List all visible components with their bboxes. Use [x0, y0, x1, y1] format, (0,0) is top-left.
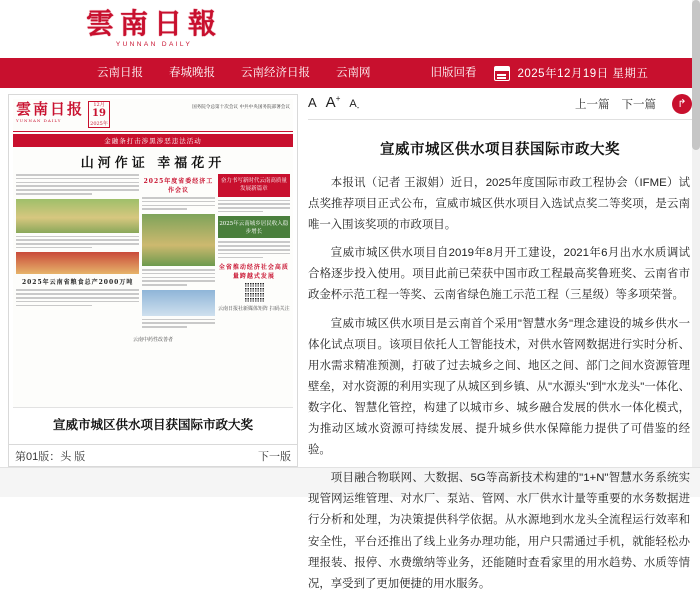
font-size-controls [308, 94, 359, 112]
nav-item-chuncheng-evening[interactable]: 春城晚报 [169, 67, 215, 79]
paper-text-block [142, 319, 214, 328]
font-size-decrease-label: A [349, 98, 357, 111]
paper-text-block [16, 236, 139, 249]
page-scrollbar-thumb[interactable] [692, 0, 700, 150]
paper-photo-landscape [16, 199, 139, 233]
paper-text-block [16, 289, 139, 306]
paper-bottom-caption: 云南日报社新媒体矩阵 扫码关注 [218, 306, 290, 313]
paper-logo-en: YUNNAN DAILY [16, 117, 62, 123]
paper-date-year: 2025年 [90, 120, 108, 127]
prev-article-link[interactable]: 上一篇 [575, 98, 610, 111]
paper-overlay-headline[interactable]: 宣威市城区供水项目获国际市政大奖 [13, 407, 293, 440]
page-scrollbar[interactable] [692, 0, 700, 467]
share-arrow-icon[interactable]: ↱ [672, 94, 692, 114]
paper-mid-caption: 云南中药性改善者 [132, 336, 173, 343]
paper-head-note: 国务院令总第十次会议 中共中央国务院部署会议 [192, 105, 290, 110]
article-nav [575, 94, 692, 114]
calendar-icon[interactable] [494, 66, 510, 81]
font-size-small-button[interactable]: A [308, 95, 317, 111]
article-toolbar [308, 94, 692, 120]
paper-photo-field [142, 214, 214, 266]
main-navbar [0, 58, 700, 88]
paper-column-1 [16, 174, 139, 332]
next-article-link[interactable]: 下一篇 [621, 98, 656, 111]
paper-photo-sky [142, 290, 214, 316]
paper-logo-cn: 雲南日报 [16, 100, 85, 118]
paper-column-3 [218, 174, 290, 332]
article-paragraph: 宣威市城区供水项目是云南首个采用"智慧水务"理念建设的城乡供水一体化试点项目。该项目依托人工智能技术，对供水管网数据进行实时分析、用水需求精准预测，打破了过去城乡之间、地区之间、部门之间水资源管理壁垒，对水资源的利用实现了从城区到乡镇、从"水源头"到"水龙头"一体化、数字化、智慧化管控，构建了以城市乡、城乡融合发展的供水一体化模式，为推动区域水资源可持续发展、提升城乡供水保障能力提供了可借鉴的经验。 [308, 317, 690, 457]
article-paragraph: 项目融合物联网、大数据、5G等高新技术构建的"1+N"智慧水务系统实现管网运维管理、对水厂、泵站、管网、水厂供水计量等重要的水务数据进行分析和处理，为决策提供科学依据。从水源地到水龙头全流程运行效率和安全性，平台还推出了线上业务办理功能，用户只需通过手机，就能轻松办理报装、报停、水费缴纳等业务，还能随时查看家里的用水趋势、水质等情况，享受到了更加便捷的用水服务。 [308, 472, 690, 590]
content-area [0, 88, 700, 590]
nav-item-yunnan-daily[interactable]: 云南日报 [97, 67, 143, 79]
font-size-increase-label: A [325, 94, 336, 112]
nav-item-yunnan-net[interactable]: 云南网 [336, 67, 371, 79]
paper-main-headline: 山河作证 幸福花开 [80, 156, 226, 171]
article-column [298, 94, 692, 590]
font-size-decrease-button[interactable] [349, 98, 359, 112]
site-logo-en: YUNNAN DAILY [115, 40, 193, 48]
article-title: 宣威市城区供水项目获国际市政大奖 [380, 142, 620, 158]
paper-page-image[interactable] [13, 99, 293, 440]
paper-preview-column [8, 94, 298, 467]
paper-date-month: 12月 [93, 102, 105, 108]
paper-column-2 [142, 174, 214, 332]
article-paragraph: 本报讯（记者 王淑娟）近日，2025年度国际市政工程协会（IFME）试点奖推荐项目正式公布，宣威市城区供水项目入选试点奖二等奖项，是云南唯一入围该奖项的市政项目。 [308, 177, 690, 232]
paper-footer-bar [8, 445, 298, 467]
next-page-link[interactable]: 下一版 [258, 450, 291, 463]
paper-datebox [88, 101, 110, 128]
paper-col1-sub: 2025年度省委经济工作会议 [143, 178, 214, 194]
site-logo-cn: 雲南日報 [86, 7, 223, 41]
paper-header [13, 99, 293, 132]
font-size-increase-button[interactable] [326, 94, 341, 111]
paper-col3-red: 全省推动经济社会高质量跨越式发展 [218, 264, 289, 281]
masthead [0, 0, 700, 58]
paper-col2-block: 奋力书写新时代云南高质量发展新篇章 [218, 174, 290, 197]
paper-page-label: 第01版：头 版 [15, 450, 86, 463]
paper-col3-green: 2025年云南城乡居民收入稳步增长 [218, 216, 290, 238]
paper-photo-banner [16, 252, 139, 274]
paper-text-block [218, 200, 290, 213]
article-body [308, 173, 692, 602]
article-paragraph: 宣威市城区供水项目自2019年8月开工建设，2021年6月出水水质调试合格逐步投入使用。项目此前已荣获中国市政工程最高奖鲁班奖、云南省市政金杯示范工程一等奖、云南省绿色施工示范工程（三星级）等多项荣誉。 [308, 247, 690, 302]
nav-item-yunnan-economic-daily[interactable]: 云南经济日报 [241, 67, 310, 79]
paper-text-block [142, 197, 214, 210]
paper-columns [13, 174, 293, 332]
nav-item-old-version[interactable]: 旧版回看 [430, 67, 477, 79]
qr-code-icon [244, 283, 264, 303]
nav-date-label: 2025年12月19日 星期五 [517, 68, 649, 80]
paper-text-block [142, 269, 214, 286]
font-size-decrease-sub: - [356, 103, 360, 113]
paper-text-block [218, 241, 290, 258]
paper-red-banner: 金融条打击涉黑涉恶违法活动 [13, 134, 293, 147]
site-logo[interactable] [86, 9, 222, 47]
paper-date-day: 19 [92, 108, 106, 120]
paper-text-block [16, 174, 139, 195]
font-size-increase-sup: + [335, 94, 341, 104]
paper-banner-text: 2025年云南省粮食总产2000万吨 [21, 279, 134, 287]
paper-page-frame[interactable] [8, 94, 298, 445]
